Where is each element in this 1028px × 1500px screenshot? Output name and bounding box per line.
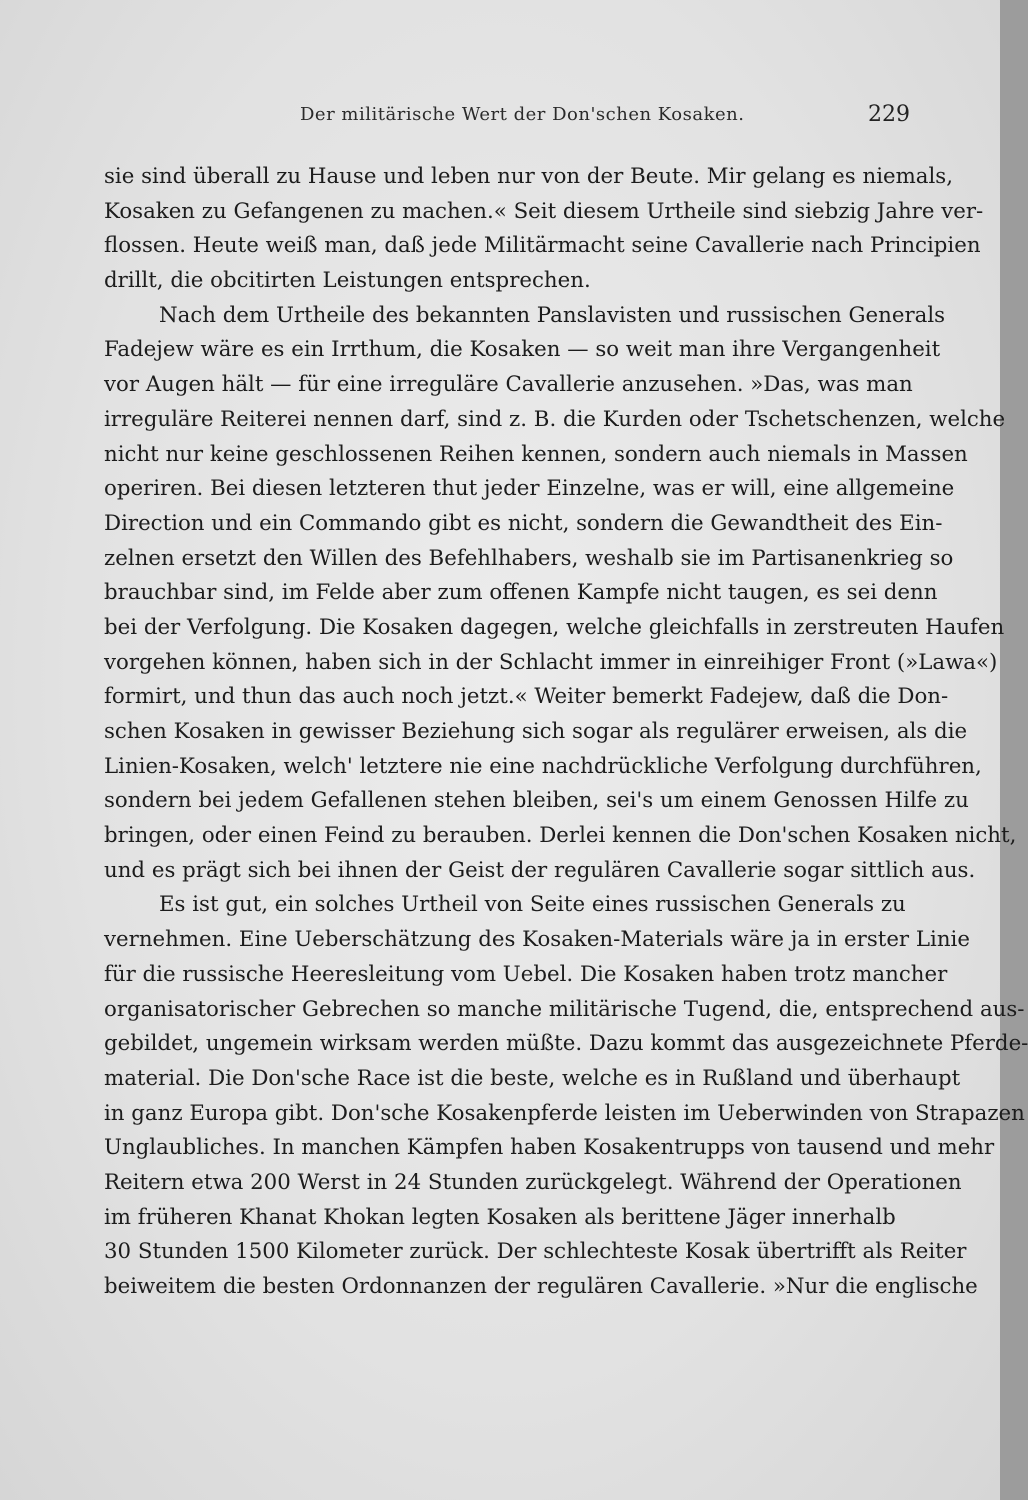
text-line: in ganz Europa gibt. Don'sche Kosakenpferde leisten im Ueberwinden von Strapazen <box>104 1100 1025 1126</box>
text-line: 30 Stunden 1500 Kilometer zurück. Der schlechteste Kosak übertrifft als Reiter <box>104 1239 967 1265</box>
text-line: Unglaubliches. In manchen Kämpfen haben Kosakentrupps von tausend und mehr <box>104 1135 995 1161</box>
text-line: sie sind überall zu Hause und leben nur von der Beute. Mir gelang es niemals, <box>104 164 954 189</box>
text-line: material. Die Don'sche Race ist die beste, welche es in Rußland und überhaupt <box>104 1065 961 1091</box>
text-line: nicht nur keine geschlossenen Reihen kennen, sondern auch niemals in Massen <box>104 441 968 467</box>
text-line: vorgehen können, haben sich in der Schlacht immer in einreihiger Front (»Lawa«) <box>104 649 998 675</box>
text-line: vernehmen. Eine Ueberschätzung des Kosaken-Materials wäre ja in erster Linie <box>104 927 970 953</box>
text-line: gebildet, ungemein wirksam werden müßte. Dazu kommt das ausgezeichnete Pferde- <box>104 1031 1028 1057</box>
text-line: für die russische Heeresleitung vom Uebel. Die Kosaken haben trotz mancher <box>104 961 948 987</box>
text-line: Fadejew wäre es ein Irrthum, die Kosaken — so weit man ihre Vergangenheit <box>104 337 941 363</box>
running-header-title: Der militärische Wert der Don'schen Kosaken. <box>300 104 745 125</box>
text-line: Reitern etwa 200 Werst in 24 Stunden zurückgelegt. Während der Operationen <box>104 1169 962 1195</box>
text-line: Linien-Kosaken, welch' letztere nie eine nachdrückliche Verfolgung durchführen, <box>104 753 982 779</box>
page-number: 229 <box>868 102 910 127</box>
text-line: vor Augen hält — für eine irreguläre Cavallerie anzusehen. »Das, was man <box>104 372 913 398</box>
paragraph-start-line: Nach dem Urtheile des bekannten Panslavisten und russischen Generals <box>159 302 946 328</box>
text-line: zelnen ersetzt den Willen des Befehlhabers, weshalb sie im Partisanenkrieg so <box>104 545 954 571</box>
text-line: schen Kosaken in gewisser Beziehung sich sogar als regulärer erweisen, als die <box>104 719 968 744</box>
text-line: operiren. Bei diesen letzteren thut jeder Einzelne, was er will, eine allgemeine <box>104 476 955 502</box>
text-line: flossen. Heute weiß man, daß jede Militärmacht seine Cavallerie nach Principien <box>104 233 981 259</box>
text-line: irreguläre Reiterei nennen darf, sind z. B. die Kurden oder Tschetschenzen, welche <box>104 406 1006 432</box>
paragraph-end-line: drillt, die obcitirten Leistungen entsprechen. <box>104 268 591 294</box>
text-line: bei der Verfolgung. Die Kosaken dagegen, welche gleichfalls in zerstreuten Haufen <box>104 614 1005 640</box>
body-text <box>104 160 1028 1305</box>
text-line: im früheren Khanat Khokan legten Kosaken als berittene Jäger innerhalb <box>104 1204 896 1230</box>
text-line: bringen, oder einen Feind zu berauben. Derlei kennen die Don'schen Kosaken nicht, <box>104 823 1017 849</box>
paragraph-end-line: und es prägt sich bei ihnen der Geist der regulären Cavallerie sogar sittlich aus. <box>104 857 976 883</box>
paragraph-start-line: Es ist gut, ein solches Urtheil von Seite eines russischen Generals zu <box>159 892 906 918</box>
text-line: Kosaken zu Gefangenen zu machen.« Seit diesem Urtheile sind siebzig Jahre ver- <box>104 198 984 224</box>
text-line: Direction und ein Commando gibt es nicht, sondern die Gewandtheit des Ein- <box>104 510 943 536</box>
text-line: brauchbar sind, im Felde aber zum offenen Kampfe nicht taugen, es sei denn <box>104 580 938 606</box>
text-line: beiweitem die besten Ordonnanzen der regulären Cavallerie. »Nur die englische <box>104 1274 978 1299</box>
text-line: formirt, und thun das auch noch jetzt.« Weiter bemerkt Fadejew, daß die Don- <box>104 684 949 710</box>
text-line: sondern bei jedem Gefallenen stehen bleiben, sei's um einem Genossen Hilfe zu <box>104 788 969 814</box>
text-line: organisatorischer Gebrechen so manche militärische Tugend, die, entsprechend aus- <box>104 996 1025 1022</box>
